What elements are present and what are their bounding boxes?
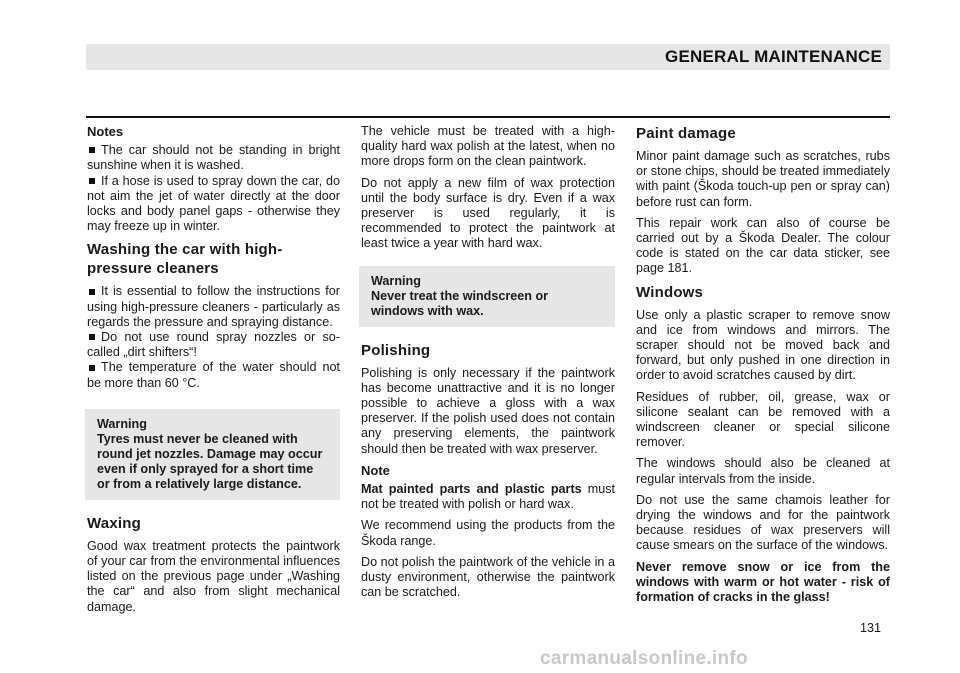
header-bar xyxy=(86,44,890,70)
note-label: Note xyxy=(361,462,390,478)
warning-text: Tyres must never be cleaned with round jet nozzles. Damage may occur even if only sprayed for a short time or from a relatively large distance. xyxy=(97,431,323,491)
note-text: Mat painted parts and plastic parts must not be treated with polish or hard wax. xyxy=(361,482,615,512)
header-rule xyxy=(86,116,890,118)
dusty-text: Do not polish the paintwork of the vehicle in a dusty environment, otherwise the paintwork can be scratched. xyxy=(361,554,615,600)
windows-paragraph-2: Residues of rubber, oil, grease, wax or silicone sealant can be removed with a windscreen cleaner or special silicone remover. xyxy=(636,389,890,450)
waxing-text: Good wax treatment protects the paintwork of your car from the environmental influences listed on the previous page under „Washing the car“ and also from slight mechanical damage. xyxy=(87,538,340,614)
wax-paragraph-2: Do not apply a new film of wax protection until the body surface is dry. Even if a wax preserver is used regularly, it is recommended to protect the paintwork at least twice a year with hard wax. xyxy=(361,175,615,251)
section-title: GENERAL MAINTENANCE xyxy=(665,47,882,66)
wax-paragraph-1: The vehicle must be treated with a high-quality hard wax polish at the latest, when no more drops form on the clean paintwork. xyxy=(361,124,615,169)
bullet-icon xyxy=(89,365,95,371)
warning-box-windscreen xyxy=(359,266,615,327)
windows-warning: Never remove snow or ice from the windows with warm or hot water - risk of formation of cracks in the glass! xyxy=(636,559,890,605)
bullet-icon xyxy=(89,178,95,184)
column-2 xyxy=(361,124,615,606)
windows-paragraph-1: Use only a plastic scraper to remove snow and ice from windows and mirrors. The scraper should not be moved back and forward, but only pushed in one direction in order to avoid scratches caused by dirt. xyxy=(636,307,890,383)
warning-text: Never treat the windscreen or windows with wax. xyxy=(371,288,549,318)
heading-windows: Windows xyxy=(636,283,704,301)
column-3 xyxy=(636,124,890,611)
heading-waxing: Waxing xyxy=(87,514,141,532)
heading-high-pressure: Washing the car with high-pressure cleaners xyxy=(87,241,283,278)
bullet-icon xyxy=(89,334,95,340)
notes-label: Notes xyxy=(87,124,124,139)
heading-paint-damage: Paint damage xyxy=(636,125,736,142)
hp-item: It is essential to follow the instructions for using high-pressure cleaners - particularly as regards the pressure and spraying distance. xyxy=(87,284,340,329)
heading-polishing: Polishing xyxy=(361,341,431,359)
hp-item: Do not use round spray nozzles or so-called „dirt shifters“! xyxy=(87,330,340,360)
page-number: 131 xyxy=(860,621,882,635)
recommend-text: We recommend using the products from the Škoda range. xyxy=(361,518,615,548)
bullet-icon xyxy=(89,147,95,153)
column-1 xyxy=(87,124,340,621)
paint-paragraph-2: This repair work can also of course be carried out by a Škoda Dealer. The colour code is stated on the car data sticker, see page 181. xyxy=(636,215,890,276)
windows-paragraph-4: Do not use the same chamois leather for drying the windows and for the paintwork because residues of wax preservers will cause smears on the surface of the windows. xyxy=(636,492,890,553)
bullet-icon xyxy=(89,289,95,295)
warning-box-tyres xyxy=(85,409,340,500)
hp-item: The temperature of the water should not be more than 60 °C. xyxy=(87,360,340,390)
note-item: If a hose is used to spray down the car, do not aim the jet of water directly at the door locks and body panel gaps - otherwise they may freeze up in winter. xyxy=(87,173,340,234)
paint-paragraph-1: Minor paint damage such as scratches, rubs or stone chips, should be treated immediately with paint (Škoda touch-up pen or spray can) before rust can form. xyxy=(636,149,890,209)
watermark: carmanualsonline.info xyxy=(540,648,748,669)
warning-title: Warning xyxy=(97,416,147,431)
warning-title: Warning xyxy=(371,273,421,288)
windows-paragraph-3: The windows should also be cleaned at regular intervals from the inside. xyxy=(636,456,890,486)
polishing-text: Polishing is only necessary if the paintwork has become unattractive and it is no longer possible to achieve a gloss with a wax preserver. If the polish used does not contain any preserving elements, the paintwork should then be treated with wax preserver. xyxy=(361,365,615,456)
note-item: The car should not be standing in bright sunshine when it is washed. xyxy=(87,143,340,173)
